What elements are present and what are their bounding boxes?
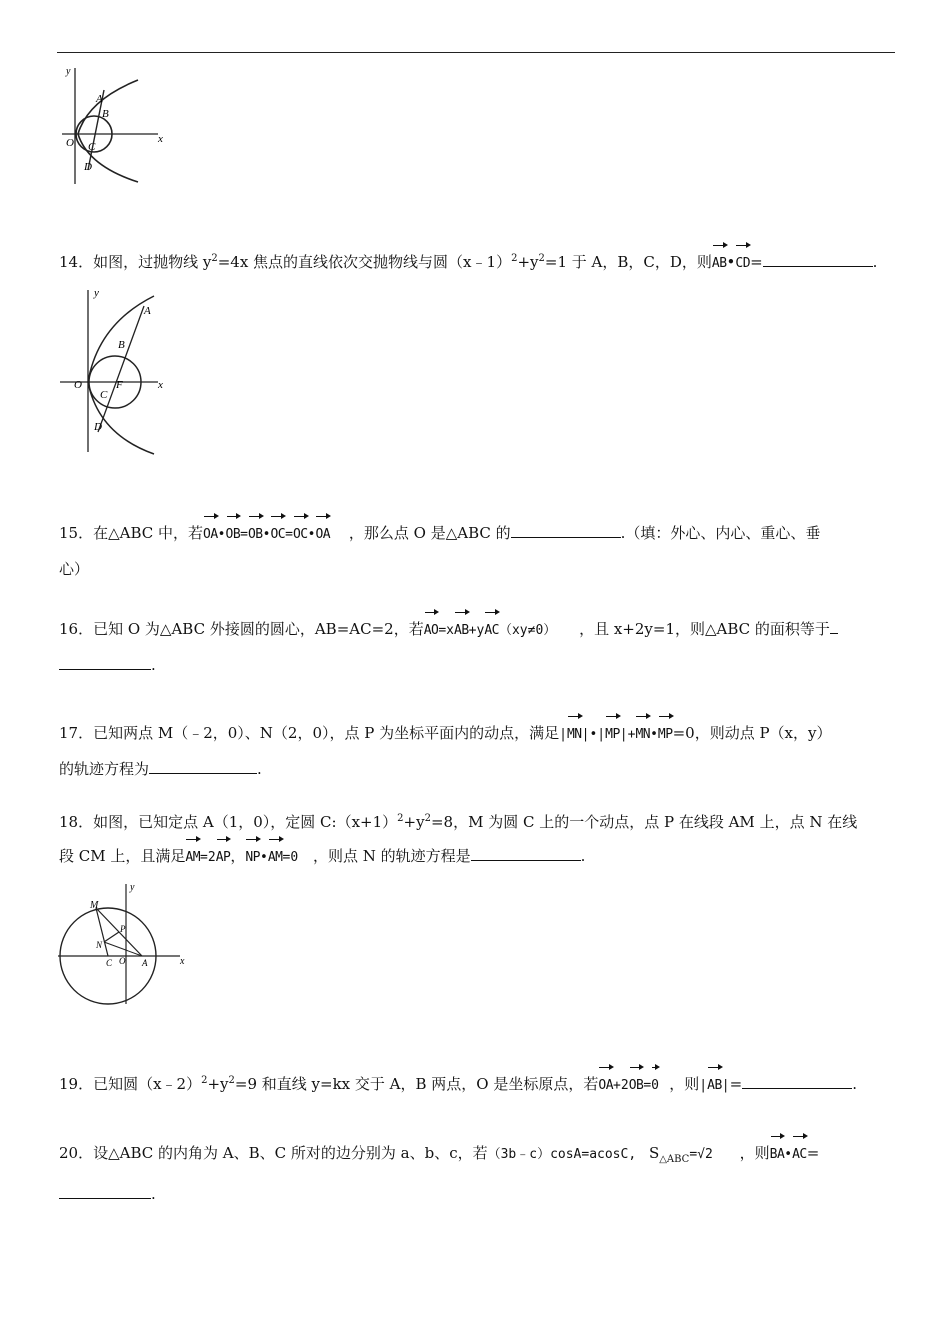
q15-dot-1: •: [217, 527, 226, 542]
q20-answer-blank[interactable]: [59, 1180, 151, 1199]
figure-q18-circle: [56, 880, 192, 1008]
q16-answer-blank-a[interactable]: [830, 615, 838, 634]
q18-vector-am: AM: [185, 841, 200, 875]
q17-vector-mn: MN: [567, 718, 582, 752]
q16-answer-blank-b[interactable]: [59, 651, 151, 670]
q20-math-3: •: [784, 1147, 793, 1162]
q14-answer-blank[interactable]: [763, 248, 873, 267]
q14-dot: •: [726, 253, 736, 271]
q17-line2: 的轨迹方程为: [59, 760, 150, 778]
question-16: [59, 612, 899, 682]
label-o: O: [66, 137, 74, 149]
q16-end: .: [151, 656, 156, 674]
question-17: [59, 716, 899, 786]
q14-text-a: 如图，过抛物线 y: [93, 253, 212, 271]
q20-eq: =: [806, 1144, 820, 1162]
q19-end: .: [852, 1075, 857, 1093]
label-d: D: [84, 161, 92, 173]
q15-number: 15．: [59, 524, 94, 542]
q16-math-1: =x: [438, 623, 455, 638]
q18-sep: ，: [230, 847, 246, 865]
q14-sup3: 2: [538, 253, 545, 264]
q14-vector-ab: AB: [712, 247, 727, 281]
q18-text-b: +y: [403, 813, 425, 831]
q15-vector-oa: OA: [203, 518, 218, 552]
q19-vector-ab: AB: [707, 1069, 722, 1103]
q19-text-c: =9 和直线 y=kx 交于 A，B 两点，O 是坐标原点，若: [234, 1075, 599, 1093]
q15-answer-blank[interactable]: [511, 519, 621, 538]
label-y: y: [130, 882, 135, 893]
q16-math-3: （xy≠0）: [498, 623, 557, 638]
q19-math-2: =: [643, 1078, 652, 1093]
label-b: B: [102, 108, 109, 120]
q17-math-3: |+: [619, 727, 636, 742]
q16-vector-ao: AO: [424, 614, 439, 648]
q19-number: 19．: [59, 1075, 94, 1093]
q17-answer-blank[interactable]: [149, 755, 257, 774]
q18-math-3: =0: [282, 850, 299, 865]
q17-vector-mp: MP: [605, 718, 620, 752]
q18-vector-am-2: AM: [268, 841, 283, 875]
question-19: [59, 1064, 899, 1103]
label-x: x: [158, 379, 163, 391]
q16-text-b: ，且 x+2y=1，则△ABC 的面积等于: [579, 620, 830, 638]
q15-eq-1: =: [240, 527, 248, 542]
q17-text-a: 已知两点 M（﹣2，0）、N（2，0），点 P 为坐标平面内的动点，满足: [93, 724, 560, 742]
q18-vector-ap: AP: [216, 841, 231, 875]
label-c: C: [106, 958, 113, 968]
figure-q14-parabola-circle: [58, 284, 170, 456]
q15-dot-3: •: [307, 527, 316, 542]
label-y: y: [66, 66, 71, 77]
q17-vector-mp-2: MP: [658, 718, 673, 752]
q15-vector-oc-2: OC: [293, 518, 308, 552]
q20-end: .: [151, 1185, 156, 1203]
q19-sup1: 2: [201, 1075, 208, 1086]
q19-eq: =: [729, 1075, 743, 1093]
segment-na: [104, 942, 142, 956]
label-x: x: [158, 133, 163, 145]
q18-text-c: =8，M 为圆 C 上的一个动点，点 P 在线段 AM 上，点 N 在线: [430, 813, 858, 831]
q17-vector-mn-2: MN: [635, 718, 650, 752]
label-n: N: [96, 940, 103, 950]
label-p: P: [120, 924, 126, 934]
question-20: [59, 1136, 899, 1211]
q17-math-4: •: [650, 727, 658, 742]
q15-vector-oc: OC: [270, 518, 285, 552]
label-o: O: [74, 379, 82, 391]
q19-answer-blank[interactable]: [742, 1070, 852, 1089]
q14-text-d: =1 于 A，B，C，D，则: [544, 253, 712, 271]
q15-line2: 心）: [59, 560, 90, 578]
label-d: D: [94, 421, 102, 433]
q16-math-2: +y: [468, 623, 485, 638]
question-15: [59, 516, 899, 586]
q19-math-4: |: [721, 1078, 730, 1093]
q15-eq-2: =: [285, 527, 293, 542]
q14-sup1: 2: [211, 253, 218, 264]
q17-math-1: |: [559, 727, 567, 742]
label-c: C: [100, 389, 108, 401]
q15-dot-2: •: [262, 527, 271, 542]
q14-eq: =: [750, 253, 763, 271]
q19-math-1: +2: [613, 1078, 629, 1093]
q20-sub: △ABC: [659, 1154, 690, 1165]
q19-vector-zero: 0: [651, 1069, 658, 1103]
q15-vector-ob-2: OB: [248, 518, 263, 552]
q19-vector-oa: OA: [598, 1069, 613, 1103]
q18-math-2: •: [260, 850, 268, 865]
q20-vector-ba: BA: [770, 1138, 785, 1172]
label-a: A: [96, 93, 103, 105]
label-o: O: [119, 956, 126, 966]
q20-text-b: ，则: [739, 1144, 770, 1162]
q14-end: .: [872, 253, 878, 271]
q18-line2-b: ，则点 N 的轨迹方程是: [312, 847, 471, 865]
q17-number: 17．: [59, 724, 94, 742]
segment-np: [104, 932, 119, 942]
q19-text-b: +y: [207, 1075, 229, 1093]
q19-sup2: 2: [228, 1075, 235, 1086]
q18-sup2: 2: [424, 813, 431, 824]
q19-text-a: 已知圆（x﹣2）: [93, 1075, 202, 1093]
q18-text-a: 如图，已知定点 A（1，0），定圆 C:（x+1）: [93, 813, 398, 831]
q17-math-2: |•|: [581, 727, 606, 742]
q20-number: 20．: [59, 1144, 94, 1162]
q19-vector-ob: OB: [629, 1069, 644, 1103]
figure-parabola-circle-small: [58, 62, 178, 190]
q20-math-2: =√2: [689, 1147, 713, 1162]
label-b: B: [118, 339, 125, 351]
q14-number: 14．: [59, 253, 94, 271]
q17-text-b: =0，则动点 P（x，y）: [672, 724, 832, 742]
q16-vector-ab: AB: [454, 614, 469, 648]
q17-end: .: [257, 760, 262, 778]
q19-math-3: |: [699, 1078, 708, 1093]
q18-vector-np: NP: [245, 841, 260, 875]
q18-end: .: [580, 847, 586, 865]
q14-vector-cd: CD: [735, 247, 750, 281]
q18-answer-blank[interactable]: [471, 842, 581, 861]
q16-text-a: 已知 O 为△ABC 外接圆的圆心，AB=AC=2，若: [93, 620, 424, 638]
label-a: A: [144, 305, 151, 317]
q19-text-d: ，则: [669, 1075, 700, 1093]
q18-line2-a: 段 CM 上，且满足: [59, 847, 186, 865]
q15-text-b: ，那么点 O 是△ABC 的: [348, 524, 511, 542]
q20-vector-ac: AC: [792, 1138, 807, 1172]
q20-s: S: [648, 1144, 660, 1162]
q18-math-1: =2: [200, 850, 216, 865]
q15-vector-ob: OB: [226, 518, 241, 552]
header-rule: [57, 52, 895, 53]
q16-number: 16．: [59, 620, 94, 638]
q14-text-c: +y: [517, 253, 539, 271]
q15-text-a: 在△ABC 中，若: [93, 524, 204, 542]
question-18: [59, 802, 899, 875]
q18-number: 18．: [59, 813, 94, 831]
label-x: x: [180, 956, 185, 967]
q14-text-b: =4x 焦点的直线依次交抛物线与圆（x﹣1）: [217, 253, 512, 271]
q18-sup1: 2: [397, 813, 404, 824]
label-y: y: [94, 287, 99, 299]
label-f: F: [116, 379, 123, 391]
q20-math-1: （3b﹣c）cosA=acosC,: [487, 1147, 637, 1162]
q20-text-a: 设△ABC 的内角为 A、B、C 所对的边分别为 a、b、c，若: [93, 1144, 488, 1162]
q15-vector-oa-2: OA: [315, 518, 330, 552]
q14-sup2: 2: [511, 253, 518, 264]
label-a: A: [142, 958, 148, 968]
label-c: C: [88, 141, 96, 153]
q16-vector-ac: AC: [484, 614, 499, 648]
q15-text-c: .（填：外心、内心、重心、垂: [620, 524, 821, 542]
question-14: [59, 242, 899, 281]
label-m: M: [90, 900, 99, 911]
